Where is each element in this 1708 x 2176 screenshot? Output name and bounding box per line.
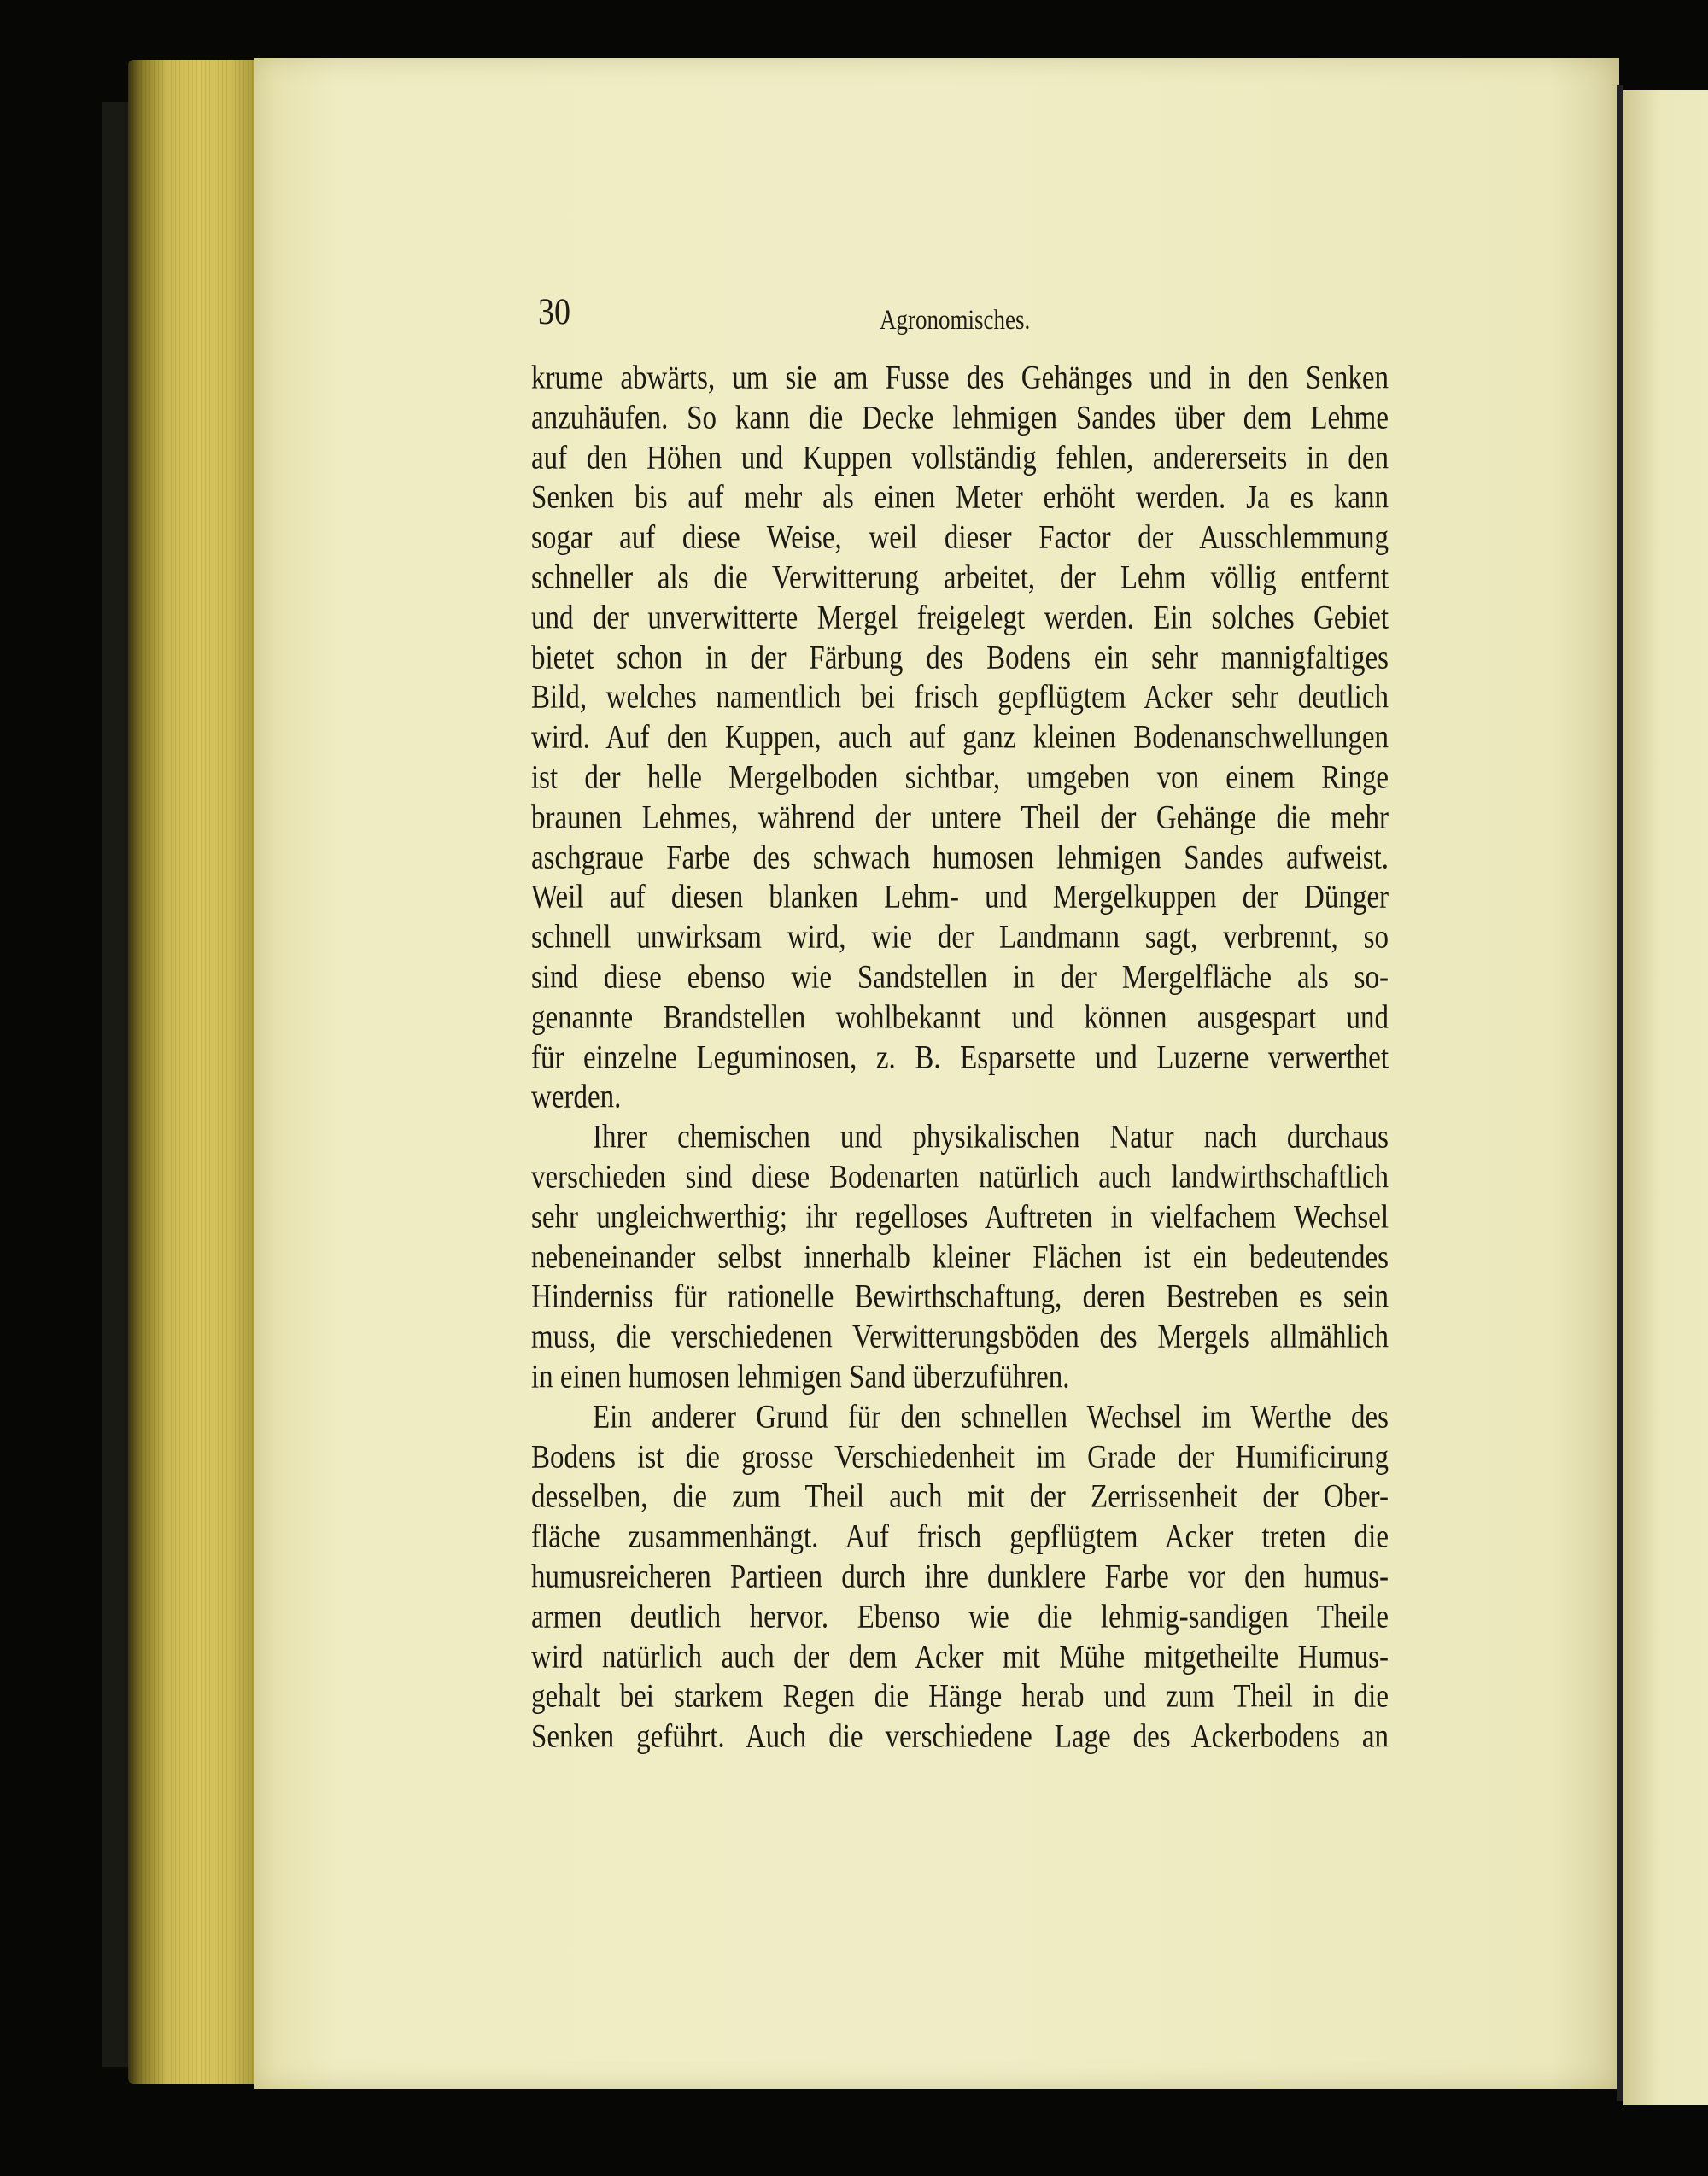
- text-line: genannte Brandstellen wohlbekannt und können ausgespart und: [531, 999, 1389, 1036]
- text-line: muss, die verschiedenen Verwitterungsböden des Mergels allmählich: [531, 1319, 1389, 1356]
- page-edge-texture: [128, 60, 256, 2084]
- text-line: Senken geführt. Auch die verschiedene Lage des Ackerbodens an: [531, 1718, 1389, 1756]
- text-line: sehr ungleichwerthig; ihr regelloses Auftreten in vielfachem Wechsel: [531, 1199, 1389, 1236]
- text-line: Bild, welches namentlich bei frisch gepflügtem Acker sehr deutlich: [531, 680, 1389, 717]
- text-line: für einzelne Leguminosen, z. B. Esparsette und Luzerne verwerthet: [531, 1039, 1389, 1076]
- text-line: bietet schon in der Färbung des Bodens ein sehr mannigfaltiges: [531, 640, 1389, 676]
- text-line: ist der helle Mergelboden sichtbar, umgeben von einem Ringe: [531, 759, 1389, 797]
- text-line: Ihrer chemischen und physikalischen Natur nach durchaus: [593, 1119, 1389, 1156]
- text-line: werden.: [531, 1079, 622, 1116]
- text-line: aschgraue Farbe des schwach humosen lehmigen Sandes aufweist.: [531, 839, 1389, 876]
- text-line: desselben, die zum Theil auch mit der Zerrissenheit der Ober-: [531, 1479, 1389, 1516]
- text-line: schneller als die Verwitterung arbeitet, der Lehm völlig entfernt: [531, 559, 1389, 597]
- text-line: Bodens ist die grosse Verschiedenheit im Grade der Humificirung: [531, 1439, 1389, 1476]
- text-line: schnell unwirksam wird, wie der Landmann sagt, verbrennt, so: [531, 919, 1389, 956]
- facing-page-edge: [1623, 90, 1708, 2105]
- paragraph: [531, 1118, 1389, 1398]
- text-line: humusreicheren Partieen durch ihre dunklere Farbe vor den humus-: [531, 1559, 1389, 1596]
- text-line: nebeneinander selbst innerhalb kleiner Flächen ist ein bedeutendes: [531, 1239, 1389, 1276]
- text-line: Senken bis auf mehr als einen Meter erhöht werden. Ja es kann: [531, 480, 1389, 517]
- text-line: anzuhäufen. So kann die Decke lehmigen Sandes über dem Lehme: [531, 400, 1389, 436]
- text-line: wird. Auf den Kuppen, auch auf ganz kleinen Bodenanschwellungen: [531, 719, 1389, 757]
- paragraph: [531, 1398, 1389, 1758]
- text-line: auf den Höhen und Kuppen vollständig fehlen, andererseits in den: [531, 440, 1389, 477]
- text-line: fläche zusammenhängt. Auf frisch gepflügtem Acker treten die: [531, 1518, 1389, 1556]
- body-text: [531, 359, 1389, 1758]
- text-line: sind diese ebenso wie Sandstellen in der Mergelfläche als so-: [531, 959, 1389, 997]
- text-line: verschieden sind diese Bodenarten natürlich auch landwirthschaftlich: [531, 1159, 1389, 1196]
- text-line: braunen Lehmes, während der untere Theil der Gehänge die mehr: [531, 799, 1389, 836]
- text-line: krume abwärts, um sie am Fusse des Gehänges und in den Senken: [531, 360, 1389, 397]
- text-line: Weil auf diesen blanken Lehm- und Mergelkuppen der Dünger: [531, 880, 1389, 916]
- text-line: armen deutlich hervor. Ebenso wie die lehmig-sandigen Theile: [531, 1599, 1389, 1635]
- text-line: sogar auf diese Weise, weil dieser Factor der Ausschlemmung: [531, 519, 1389, 557]
- paragraph: [531, 359, 1389, 1118]
- text-line: Ein anderer Grund für den schnellen Wechsel im Werthe des: [593, 1399, 1389, 1436]
- text-line: gehalt bei starkem Regen die Hänge herab und zum Theil in die: [531, 1678, 1389, 1716]
- book-gutter: [1617, 85, 1623, 2101]
- running-title: Agronomisches.: [880, 304, 1031, 335]
- text-line: wird natürlich auch der dem Acker mit Mühe mitgetheilte Humus-: [531, 1639, 1389, 1676]
- page-number: 30: [538, 291, 570, 333]
- text-line: in einen humosen lehmigen Sand überzuführen.: [531, 1359, 1070, 1396]
- text-line: Hinderniss für rationelle Bewirthschaftung, deren Bestreben es sein: [531, 1279, 1389, 1316]
- text-line: und der unverwitterte Mergel freigelegt werden. Ein solches Gebiet: [531, 600, 1389, 636]
- page-stack-edge: [128, 60, 256, 2084]
